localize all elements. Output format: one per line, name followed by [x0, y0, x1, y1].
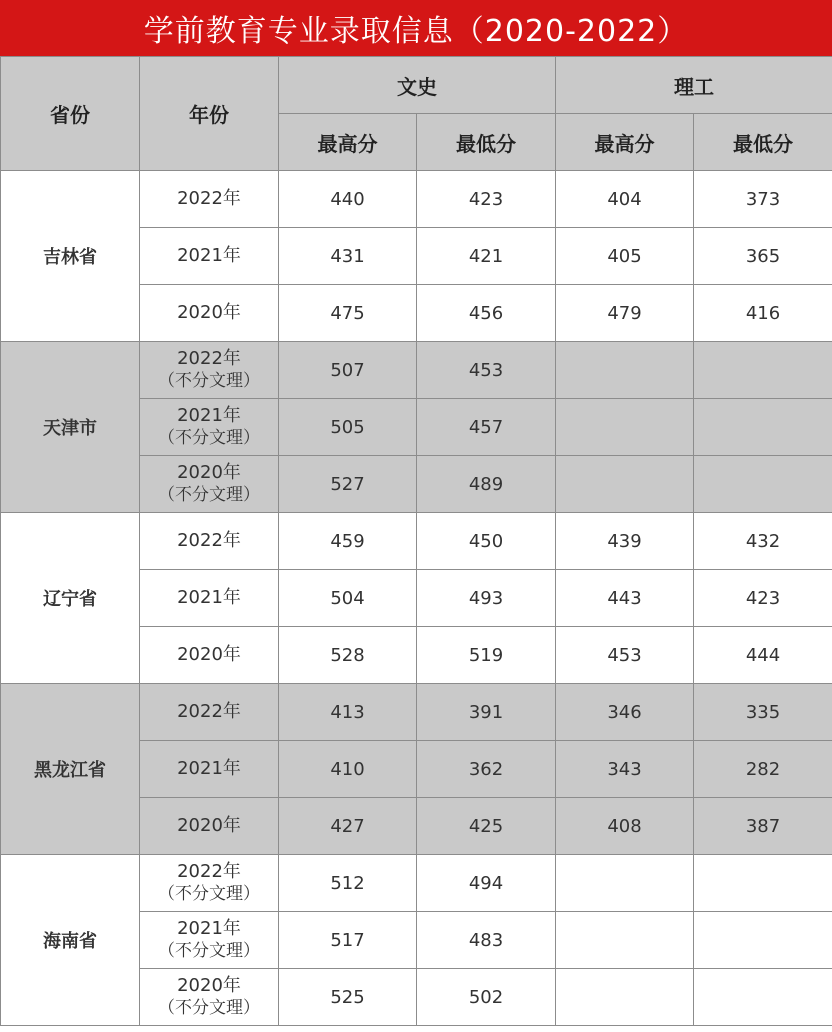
ligong-min-cell: [694, 855, 832, 912]
ligong-max-cell: [556, 969, 694, 1026]
province-cell: 海南省: [1, 855, 140, 1026]
table-row: [1, 855, 832, 912]
year-cell: [140, 228, 279, 285]
wenshi-min-cell: 457: [417, 399, 556, 456]
year-note: （不分文理）: [158, 428, 260, 448]
header-ligong-min: 最低分: [694, 114, 832, 171]
ligong-min-cell: [694, 912, 832, 969]
year-cell: [140, 855, 279, 912]
year-label: 2020年: [177, 644, 241, 665]
admission-table: [0, 56, 832, 1026]
wenshi-min-cell: 489: [417, 456, 556, 513]
year-cell: [140, 969, 279, 1026]
year-label: 2022年: [177, 701, 241, 722]
wenshi-max-cell: 431: [279, 228, 417, 285]
wenshi-min-cell: 502: [417, 969, 556, 1026]
wenshi-min-cell: 421: [417, 228, 556, 285]
ligong-max-cell: [556, 399, 694, 456]
year-label: 2020年: [177, 975, 241, 996]
ligong-max-cell: 443: [556, 570, 694, 627]
wenshi-max-cell: 517: [279, 912, 417, 969]
year-label: 2020年: [177, 815, 241, 836]
year-note: （不分文理）: [158, 884, 260, 904]
wenshi-min-cell: 362: [417, 741, 556, 798]
table-row: [1, 684, 832, 741]
ligong-min-cell: [694, 456, 832, 513]
year-label: 2021年: [177, 405, 241, 426]
year-cell: [140, 741, 279, 798]
year-label: 2021年: [177, 758, 241, 779]
year-note: （不分文理）: [158, 941, 260, 961]
wenshi-max-cell: 512: [279, 855, 417, 912]
ligong-min-cell: [694, 342, 832, 399]
header-province: 省份: [1, 57, 140, 171]
ligong-min-cell: 444: [694, 627, 832, 684]
ligong-min-cell: 373: [694, 171, 832, 228]
wenshi-min-cell: 425: [417, 798, 556, 855]
ligong-min-cell: 282: [694, 741, 832, 798]
ligong-max-cell: [556, 855, 694, 912]
wenshi-max-cell: 410: [279, 741, 417, 798]
year-cell: [140, 456, 279, 513]
year-note: （不分文理）: [158, 998, 260, 1018]
wenshi-min-cell: 456: [417, 285, 556, 342]
province-cell: 黑龙江省: [1, 684, 140, 855]
wenshi-min-cell: 450: [417, 513, 556, 570]
wenshi-max-cell: 413: [279, 684, 417, 741]
header-ligong: 理工: [556, 57, 832, 114]
ligong-max-cell: 405: [556, 228, 694, 285]
header-wenshi-min: 最低分: [417, 114, 556, 171]
wenshi-min-cell: 453: [417, 342, 556, 399]
ligong-min-cell: [694, 969, 832, 1026]
ligong-min-cell: 423: [694, 570, 832, 627]
year-cell: [140, 627, 279, 684]
ligong-max-cell: 408: [556, 798, 694, 855]
year-cell: [140, 399, 279, 456]
table-body: [1, 171, 832, 1026]
ligong-max-cell: 404: [556, 171, 694, 228]
year-label: 2021年: [177, 245, 241, 266]
wenshi-max-cell: 427: [279, 798, 417, 855]
ligong-max-cell: [556, 456, 694, 513]
year-cell: [140, 570, 279, 627]
province-cell: 天津市: [1, 342, 140, 513]
wenshi-max-cell: 528: [279, 627, 417, 684]
table-row: [1, 342, 832, 399]
header-year: 年份: [140, 57, 279, 171]
year-label: 2020年: [177, 462, 241, 483]
year-cell: [140, 798, 279, 855]
table-row: [1, 513, 832, 570]
wenshi-max-cell: 504: [279, 570, 417, 627]
year-label: 2020年: [177, 302, 241, 323]
wenshi-max-cell: 475: [279, 285, 417, 342]
ligong-max-cell: 453: [556, 627, 694, 684]
wenshi-min-cell: 391: [417, 684, 556, 741]
wenshi-max-cell: 507: [279, 342, 417, 399]
ligong-min-cell: 387: [694, 798, 832, 855]
year-cell: [140, 513, 279, 570]
ligong-max-cell: 479: [556, 285, 694, 342]
wenshi-max-cell: 459: [279, 513, 417, 570]
year-label: 2021年: [177, 918, 241, 939]
year-cell: [140, 342, 279, 399]
wenshi-min-cell: 494: [417, 855, 556, 912]
wenshi-max-cell: 527: [279, 456, 417, 513]
year-label: 2022年: [177, 861, 241, 882]
year-cell: [140, 912, 279, 969]
ligong-max-cell: [556, 342, 694, 399]
ligong-min-cell: 365: [694, 228, 832, 285]
ligong-max-cell: 343: [556, 741, 694, 798]
ligong-min-cell: [694, 399, 832, 456]
ligong-min-cell: 432: [694, 513, 832, 570]
ligong-max-cell: 346: [556, 684, 694, 741]
province-cell: 辽宁省: [1, 513, 140, 684]
wenshi-max-cell: 440: [279, 171, 417, 228]
year-cell: [140, 285, 279, 342]
ligong-min-cell: 416: [694, 285, 832, 342]
wenshi-min-cell: 493: [417, 570, 556, 627]
year-label: 2022年: [177, 348, 241, 369]
wenshi-min-cell: 423: [417, 171, 556, 228]
province-cell: 吉林省: [1, 171, 140, 342]
ligong-max-cell: 439: [556, 513, 694, 570]
year-note: （不分文理）: [158, 371, 260, 391]
year-cell: [140, 171, 279, 228]
page-title: 学前教育专业录取信息（2020-2022）: [0, 0, 832, 56]
header-wenshi: 文史: [279, 57, 556, 114]
year-label: 2022年: [177, 530, 241, 551]
wenshi-max-cell: 505: [279, 399, 417, 456]
wenshi-min-cell: 483: [417, 912, 556, 969]
table-row: [1, 171, 832, 228]
year-label: 2021年: [177, 587, 241, 608]
year-note: （不分文理）: [158, 485, 260, 505]
header-ligong-max: 最高分: [556, 114, 694, 171]
header-wenshi-max: 最高分: [279, 114, 417, 171]
wenshi-max-cell: 525: [279, 969, 417, 1026]
year-cell: [140, 684, 279, 741]
ligong-max-cell: [556, 912, 694, 969]
ligong-min-cell: 335: [694, 684, 832, 741]
wenshi-min-cell: 519: [417, 627, 556, 684]
year-label: 2022年: [177, 188, 241, 209]
